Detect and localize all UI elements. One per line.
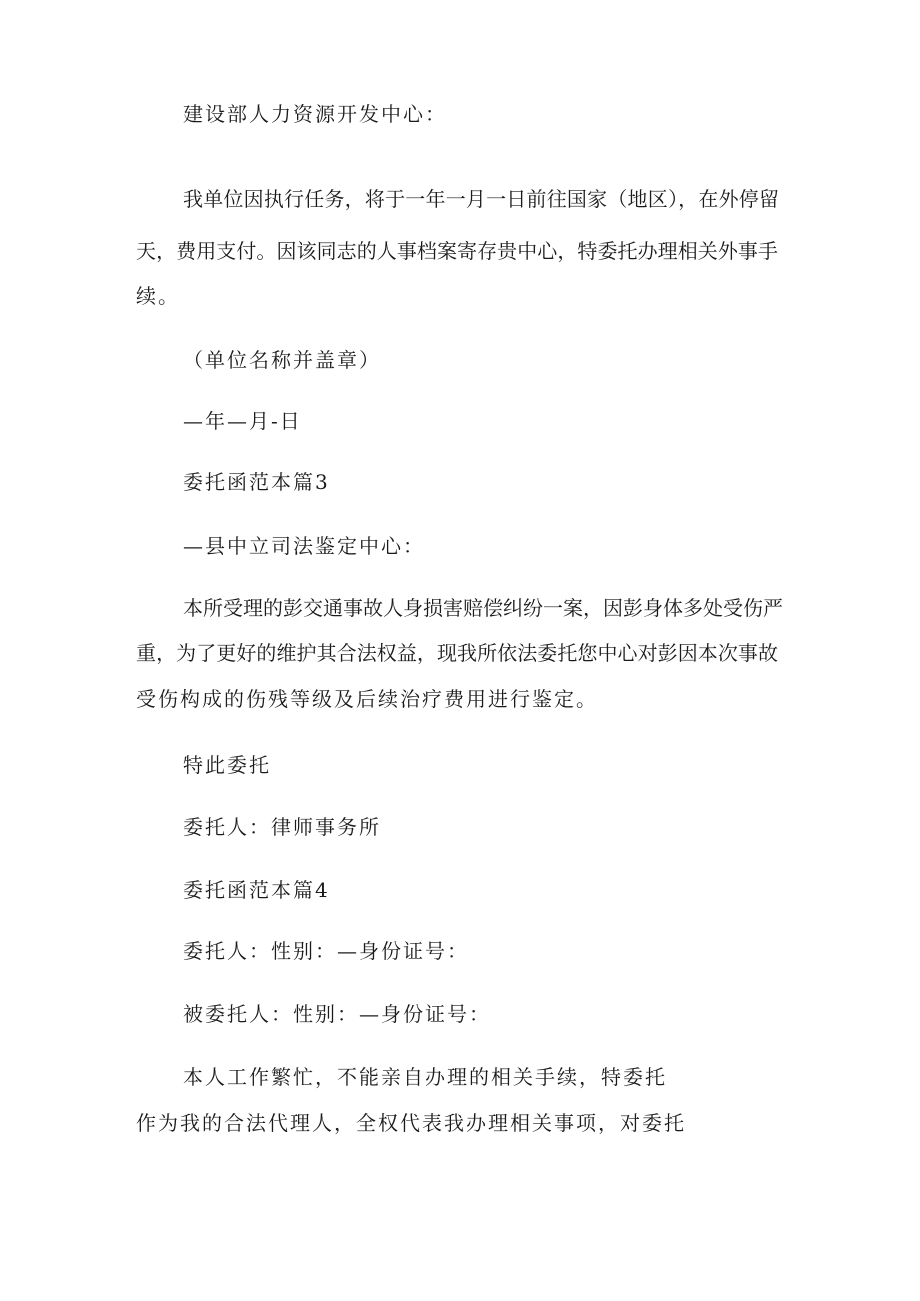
letter3-body-line-2: 重，为了更好的维护其合法权益，现我所依法委托您中心对彭因本次事故: [136, 641, 778, 665]
letter1-body-line-1: 我单位因执行任务，将于一年一月一日前往国家（地区），在外停留: [183, 187, 779, 211]
letter4-heading: 委托函范本篇4: [183, 878, 330, 902]
letter4-principal: 委托人：性别：—身份证号：: [183, 939, 469, 963]
letter1-date: —年—月-日: [183, 409, 302, 433]
letter3-closing: 特此委托: [183, 753, 271, 777]
letter4-agent: 被委托人：性别：—身份证号：: [183, 1002, 491, 1026]
letter3-addressee: —县中立司法鉴定中心：: [183, 534, 425, 558]
letter3-body-line-3: 受伤构成的伤残等级及后续治疗费用进行鉴定。: [136, 687, 598, 711]
letter3-heading: 委托函范本篇3: [183, 470, 330, 494]
letter3-body-line-1: 本所受理的彭交通事故人身损害赔偿纠纷一案，因彭身体多处受伤严: [183, 596, 783, 620]
letter1-body-line-3: 续。: [136, 284, 180, 308]
letter4-body-line-1: 本人工作繁忙，不能亲自办理的相关手续，特委托: [183, 1065, 667, 1089]
letter1-addressee: 建设部人力资源开发中心：: [183, 102, 447, 126]
letter3-principal: 委托人：律师事务所: [183, 815, 381, 839]
letter4-body-line-2: 作为我的合法代理人，全权代表我办理相关事项，对委托: [136, 1111, 686, 1135]
letter1-body-line-2: 天，费用支付。因该同志的人事档案寄存贵中心，特委托办理相关外事手: [136, 239, 778, 263]
letter1-signature: （单位名称并盖章）: [183, 348, 381, 372]
